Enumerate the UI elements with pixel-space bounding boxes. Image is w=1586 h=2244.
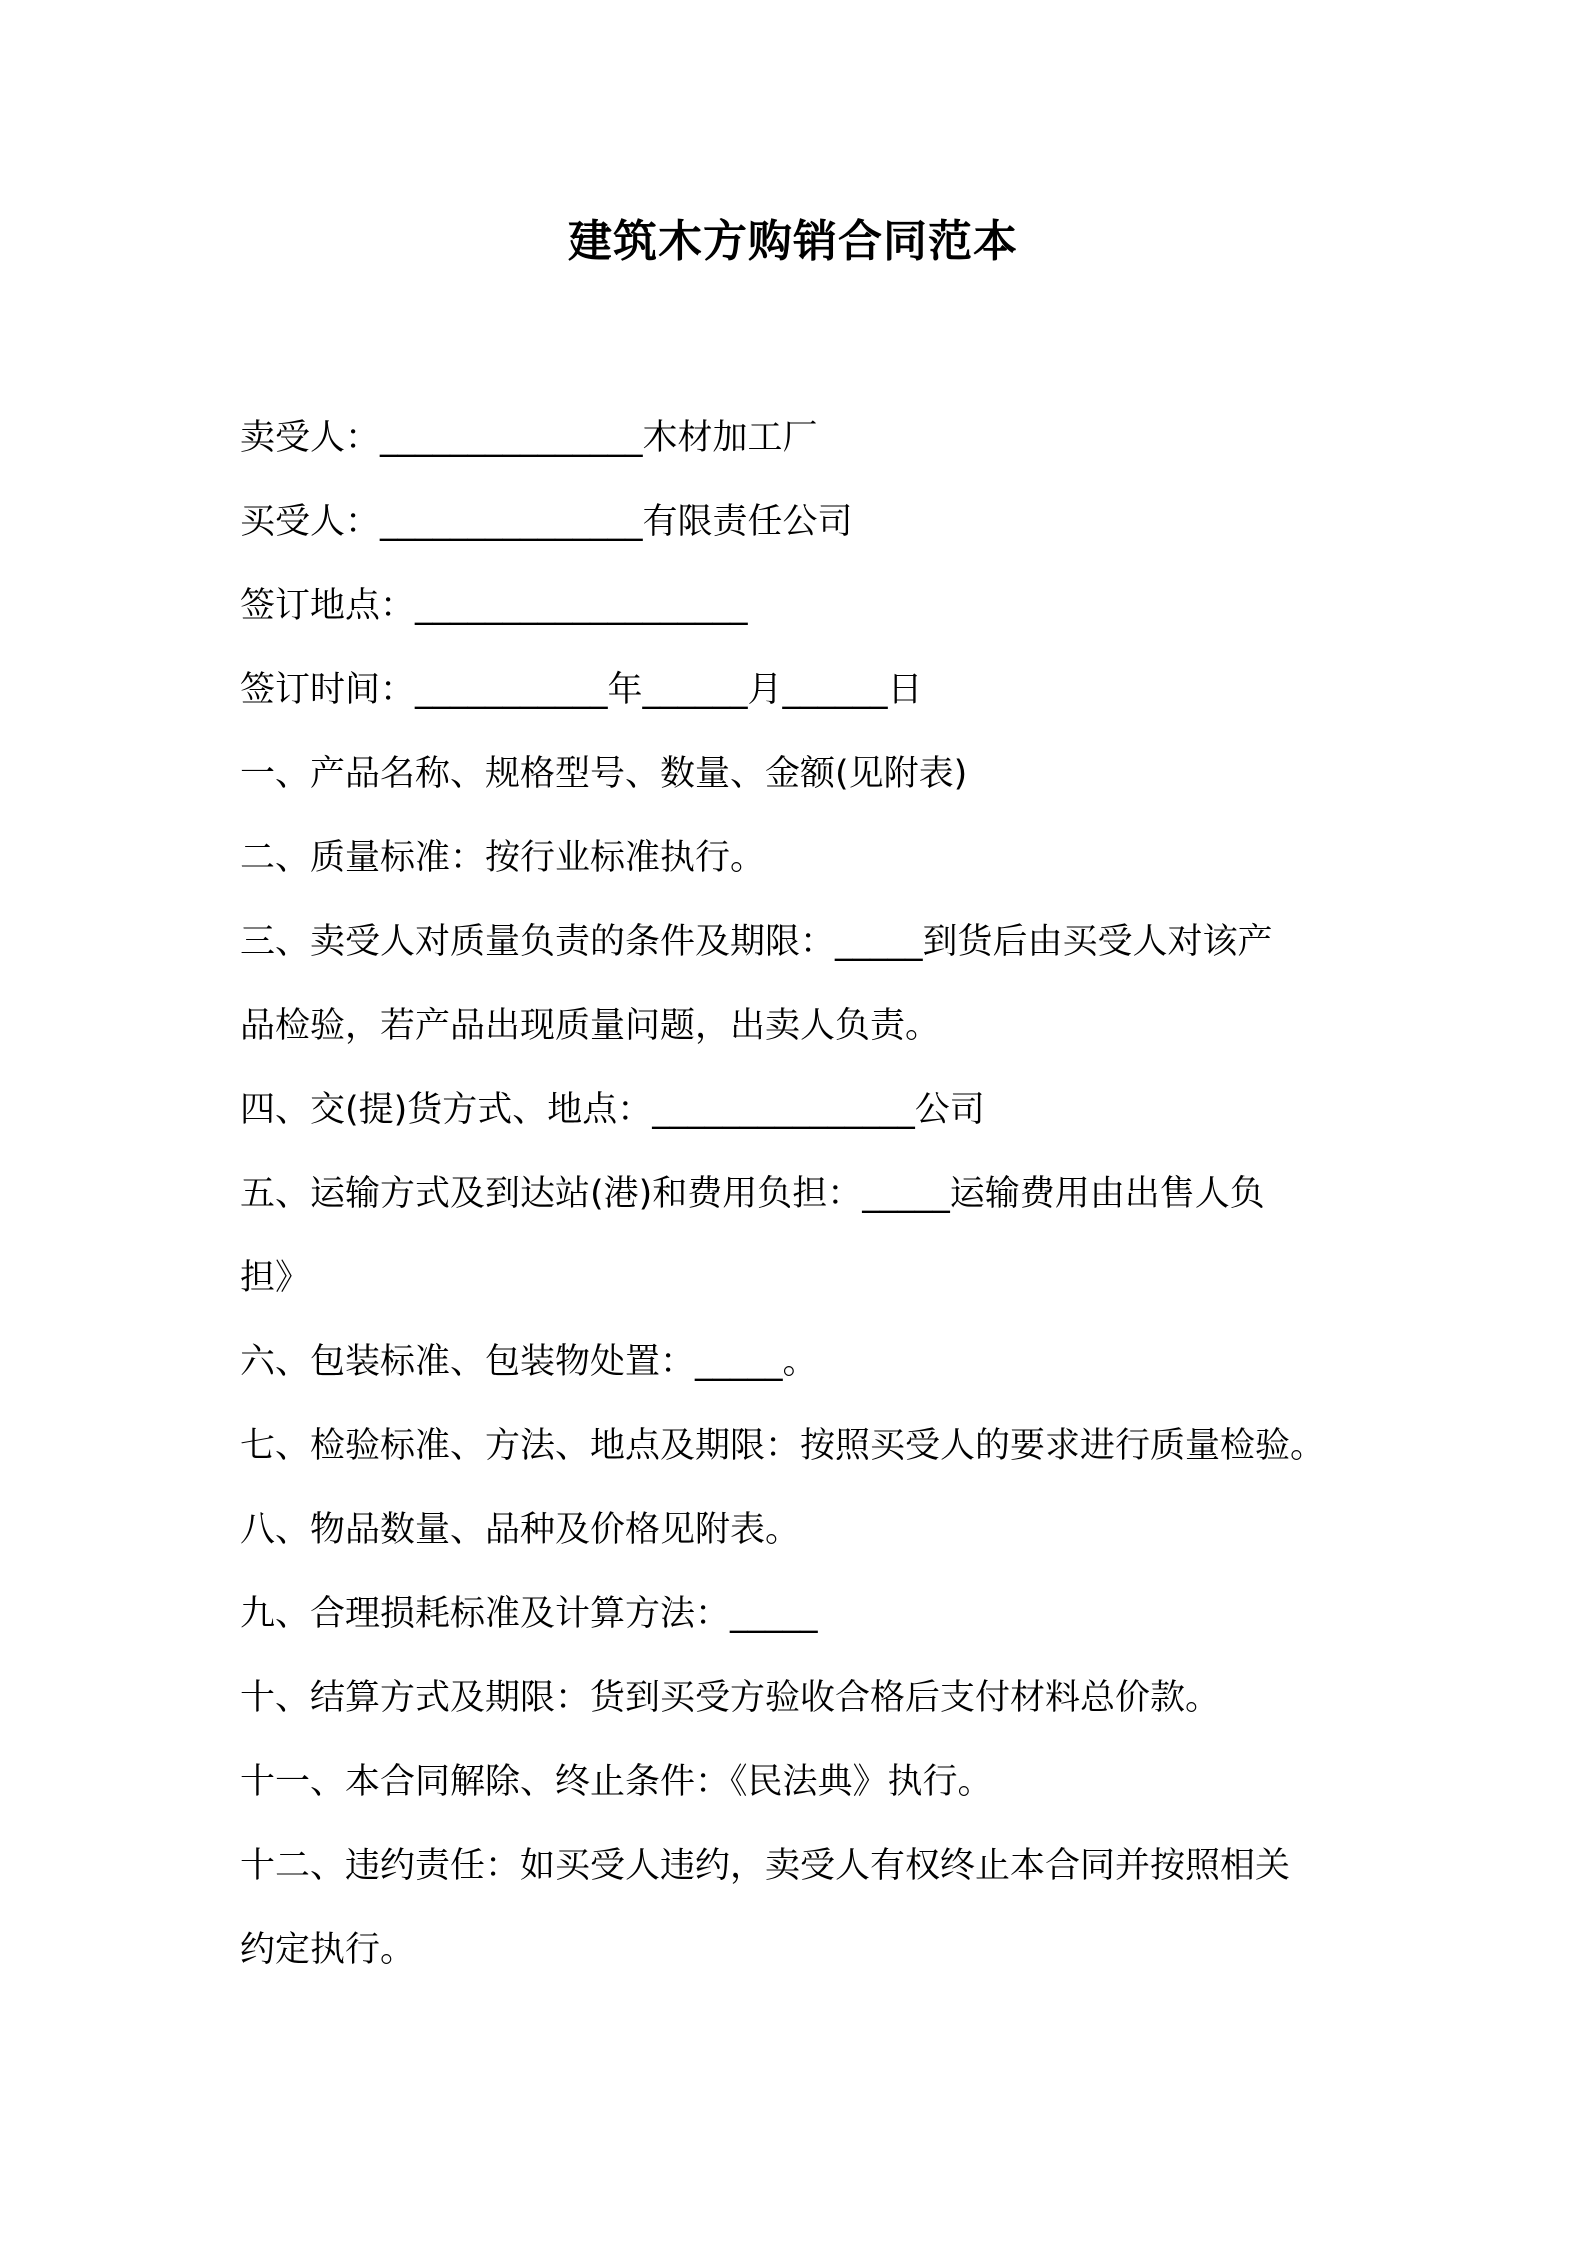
clause-7: 七、检验标准、方法、地点及期限：按照买受人的要求进行质量检验。	[240, 1426, 1326, 1466]
clause-8: 八、物品数量、品种及价格见附表。	[240, 1510, 801, 1550]
clause-3-line-2: 品检验，若产品出现质量问题，出卖人负责。	[240, 1006, 941, 1046]
clause-12-line-1: 十二、违约责任：如买受人违约，卖受人有权终止本合同并按照相关	[240, 1846, 1291, 1886]
signing-place-line: 签订地点：___________________	[240, 586, 748, 626]
clause-6: 六、包装标准、包装物处置：_____。	[240, 1342, 818, 1382]
clause-11: 十一、本合同解除、终止条件：《民法典》执行。	[240, 1762, 993, 1802]
signing-date-line: 签订时间：___________年______月______日	[240, 670, 923, 710]
clause-5-line-1: 五、运输方式及到达站(港)和费用负担：_____运输费用由出售人负	[240, 1174, 1265, 1214]
document-title: 建筑木方购销合同范本	[568, 216, 1018, 267]
clause-1: 一、产品名称、规格型号、数量、金额(见附表)	[240, 754, 968, 794]
seller-line: 卖受人：_______________木材加工厂	[240, 418, 818, 458]
clause-12-line-2: 约定执行。	[240, 1930, 416, 1970]
clause-4: 四、交(提)货方式、地点：_______________公司	[240, 1090, 985, 1130]
clause-10: 十、结算方式及期限：货到买受方验收合格后支付材料总价款。	[240, 1678, 1221, 1718]
clause-9: 九、合理损耗标准及计算方法：_____	[240, 1594, 818, 1634]
clause-5-line-2: 担》	[240, 1258, 311, 1298]
clause-3-line-1: 三、卖受人对质量负责的条件及期限：_____到货后由买受人对该产	[240, 922, 1273, 962]
buyer-line: 买受人：_______________有限责任公司	[240, 502, 853, 542]
clause-2: 二、质量标准：按行业标准执行。	[240, 838, 766, 878]
